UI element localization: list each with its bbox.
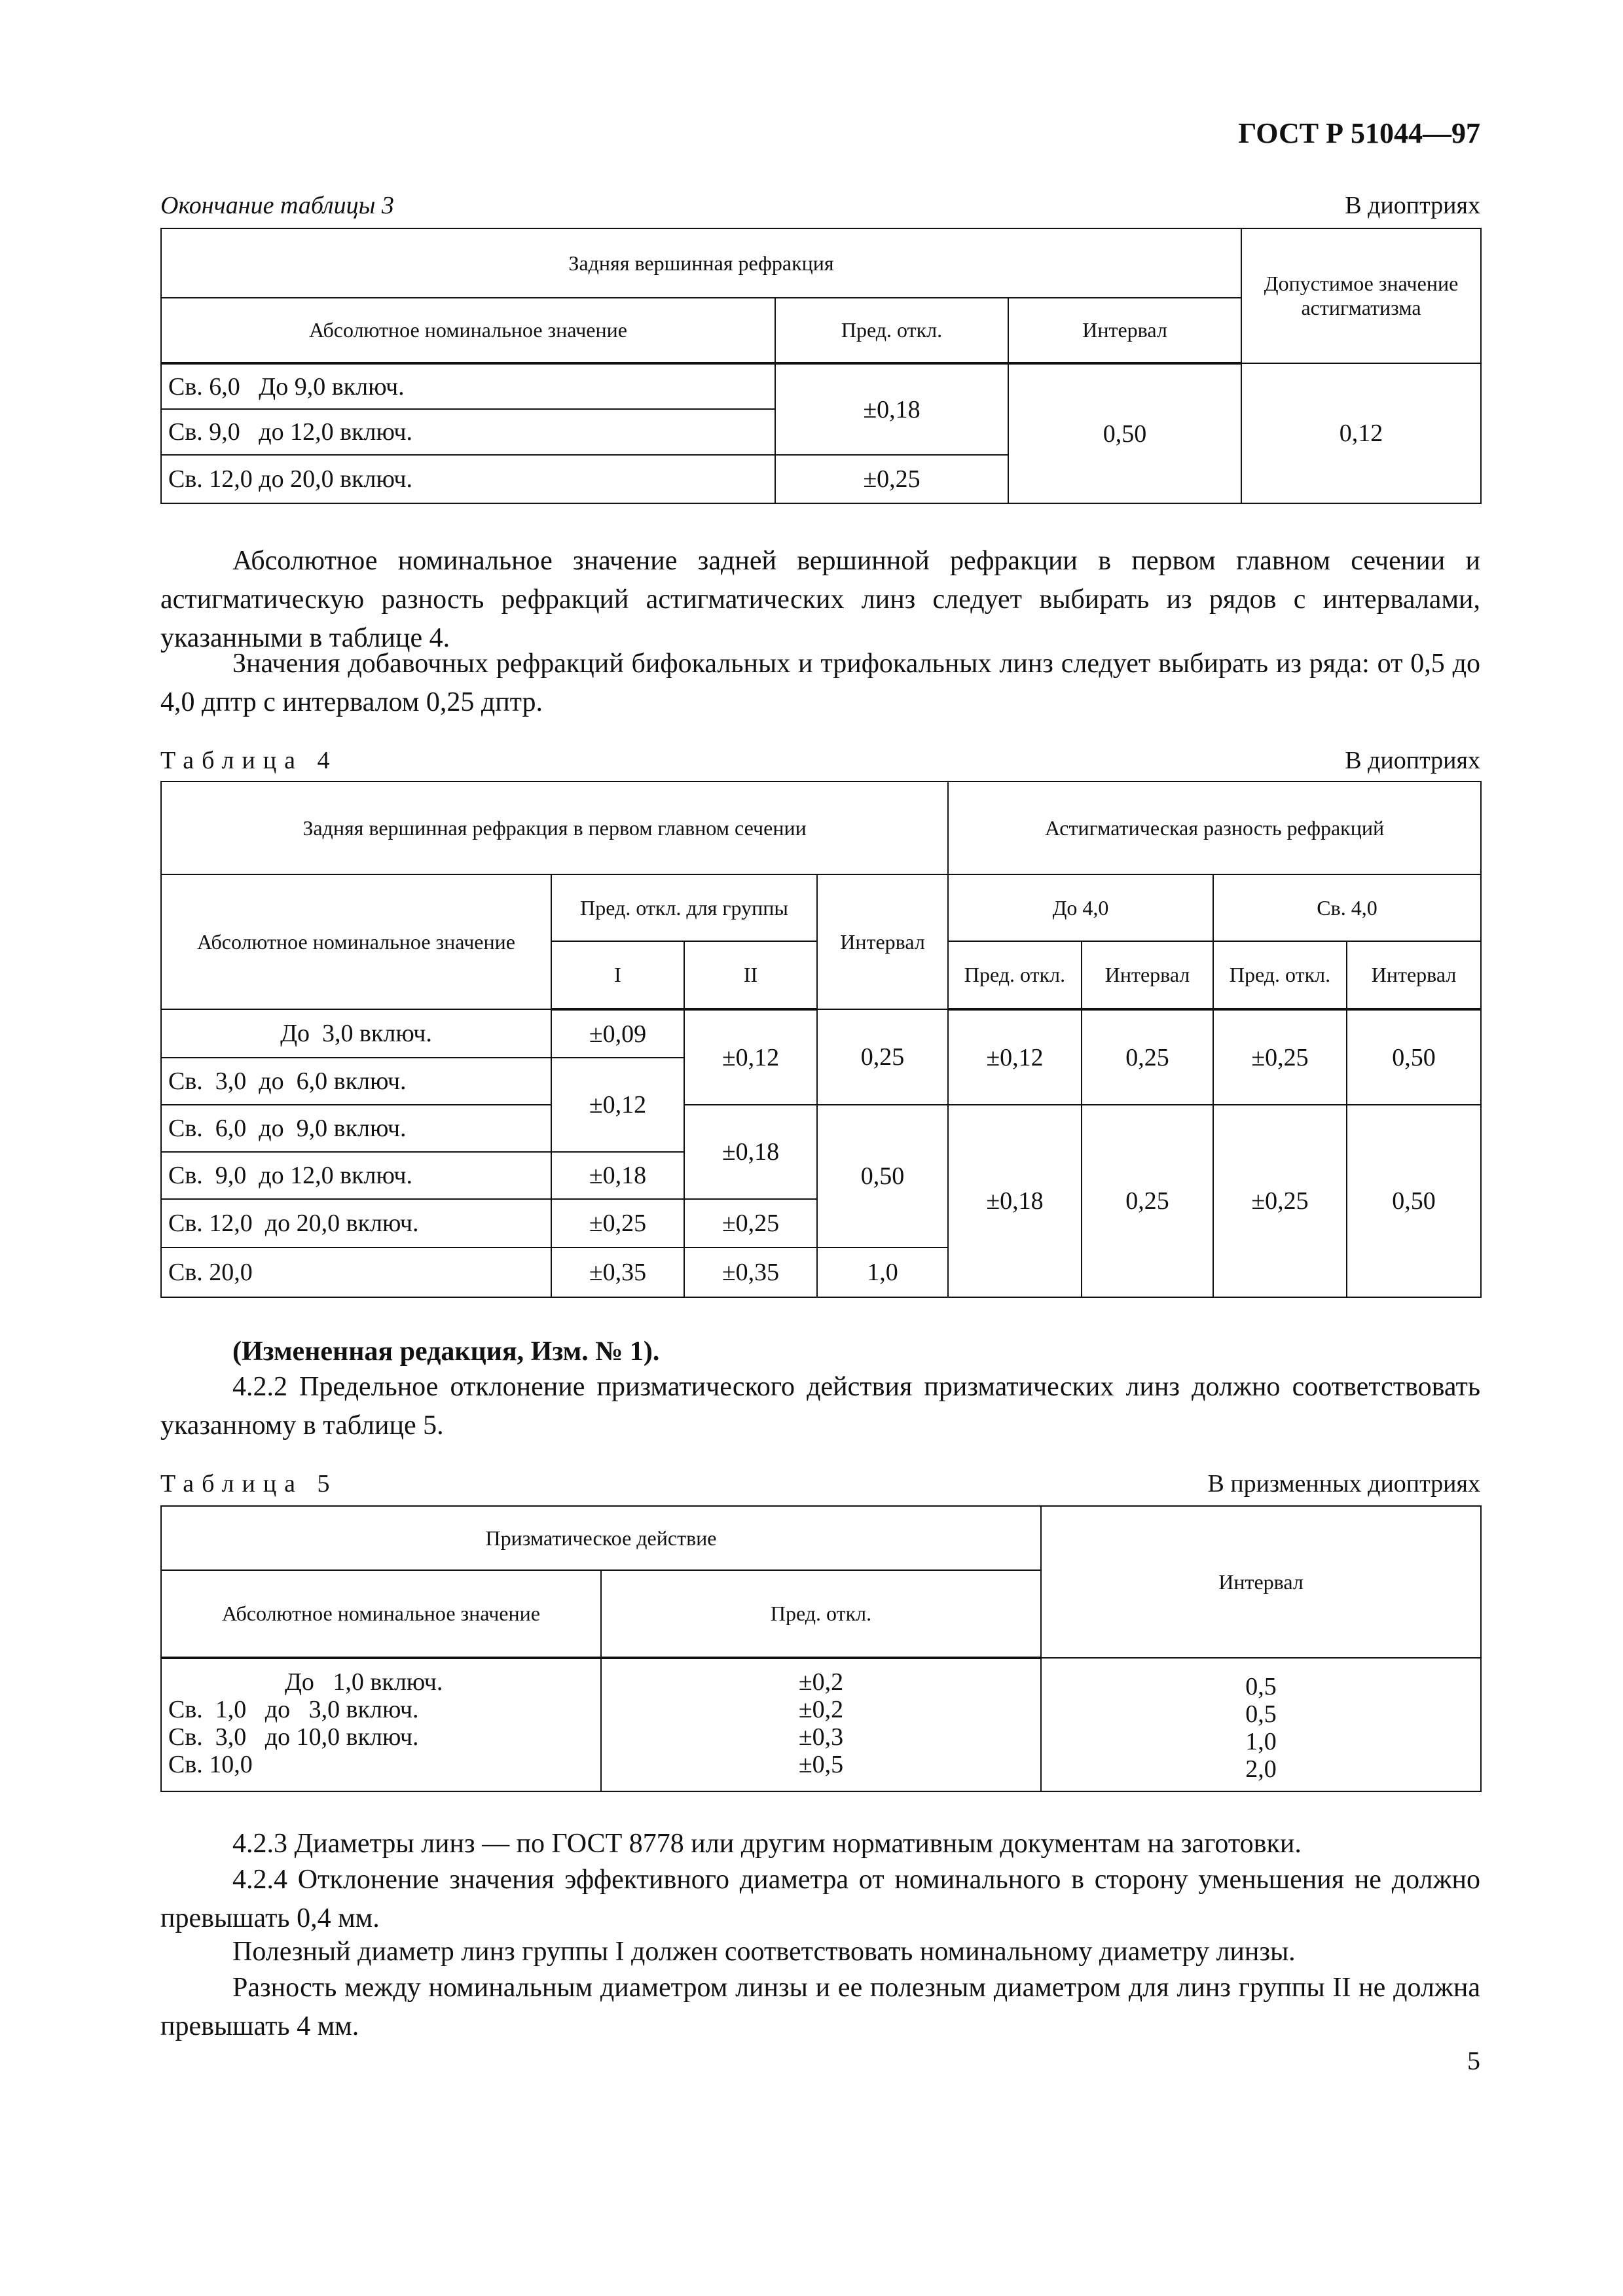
paragraph-4-2-4: 4.2.4 Отклонение значения эффективного диаметра от номинального в сторону уменьшения не должно превышать 0,4 мм. — [160, 1865, 1480, 1933]
t4-g1: ±0,09 — [551, 1009, 684, 1058]
t3-header-astig: Допустимое значение астигматизма — [1241, 228, 1481, 363]
t4-row-value: До 3,0 включ. — [161, 1009, 551, 1058]
table5-unit: В призменных диоптриях — [1207, 1470, 1480, 1498]
t4-header-interval-to4: Интервал — [1082, 941, 1213, 1009]
paragraph: Значения добавочных рефракций бифокальных и трифокальных линз следует выбирать из ряда: от 0,5 до 4,0 дптр с интервалом 0,25 дптр. — [160, 649, 1480, 717]
t4-header-group1: Задняя вершинная рефракция в первом главном сечении — [161, 781, 948, 874]
t5-values — [161, 1658, 601, 1791]
t5-interval: 2,0 — [1245, 1755, 1277, 1783]
t3-header-interval: Интервал — [1008, 298, 1241, 363]
t4-row-value: Св. 3,0 до 6,0 включ. — [161, 1058, 551, 1105]
t5-tols — [601, 1658, 1041, 1791]
t3-row-value: Св. 6,0 До 9,0 включ. — [161, 363, 775, 409]
t3-header-group: Задняя вершинная рефракция — [161, 228, 1241, 298]
table5 — [160, 1505, 1482, 1792]
amendment-note: (Измененная редакция, Изм. № 1). — [232, 1336, 660, 1367]
table4 — [160, 781, 1482, 1298]
t4-row-value: Св. 12,0 до 20,0 включ. — [161, 1199, 551, 1247]
t3-row-value: Св. 12,0 до 20,0 включ. — [161, 455, 775, 503]
t4-tol-over4: ±0,25 — [1213, 1105, 1347, 1297]
table3-caption: Окончание таблицы 3 — [160, 192, 394, 219]
t4-row-value: Св. 9,0 до 12,0 включ. — [161, 1152, 551, 1199]
t4-int-over4: 0,50 — [1347, 1105, 1481, 1297]
t3-row-value: Св. 9,0 до 12,0 включ. — [161, 409, 775, 455]
t4-tol-over4: ±0,25 — [1213, 1009, 1347, 1105]
t4-header-to4: До 4,0 — [948, 874, 1213, 941]
t3-astig: 0,12 — [1241, 363, 1481, 503]
t4-interval: 0,50 — [817, 1105, 948, 1247]
t5-header-abs: Абсолютное номинальное значение — [161, 1570, 601, 1658]
table4-caption: Таблица 4 — [160, 747, 338, 774]
t4-header-g1: I — [551, 941, 684, 1009]
t3-tol: ±0,18 — [775, 363, 1008, 455]
table3-unit: В диоптриях — [1345, 192, 1480, 219]
t4-int-to4: 0,25 — [1082, 1105, 1213, 1297]
t4-row-value: Св. 20,0 — [161, 1247, 551, 1297]
t4-g1: ±0,18 — [551, 1152, 684, 1199]
t4-g1: ±0,12 — [551, 1058, 684, 1152]
t4-header-g2: II — [684, 941, 817, 1009]
t5-value: Св. 1,0 до 3,0 включ. — [168, 1696, 419, 1723]
paragraph: Разность между номинальным диаметром линзы и ее полезным диаметром для линз группы II не должна превышать 4 мм. — [160, 1973, 1480, 2041]
paragraph: Абсолютное номинальное значение задней вершинной рефракции в первом главном сечении и астигматическую разность рефракций астигматических линз следует выбирать из рядов с интервалами, указанными в таблице 4. — [160, 546, 1480, 653]
t3-interval: 0,50 — [1008, 363, 1241, 503]
t4-header-interval-over4: Интервал — [1347, 941, 1481, 1009]
table3-end — [160, 228, 1482, 504]
t5-value: Св. 3,0 до 10,0 включ. — [168, 1723, 419, 1751]
t5-intervals — [1041, 1658, 1481, 1791]
t4-interval: 1,0 — [817, 1247, 948, 1297]
t4-tol-to4: ±0,18 — [948, 1105, 1082, 1297]
t4-int-over4: 0,50 — [1347, 1009, 1481, 1105]
t5-tol: ±0,3 — [798, 1723, 844, 1751]
t4-interval: 0,25 — [817, 1009, 948, 1105]
t5-value: До 1,0 включ. — [285, 1668, 443, 1696]
t4-int-to4: 0,25 — [1082, 1009, 1213, 1105]
paragraph: Полезный диаметр линз группы I должен соответствовать номинальному диаметру линзы. — [232, 1937, 1296, 1967]
t5-header-group: Призматическое действие — [161, 1506, 1041, 1570]
t4-header-group2: Астигматическая разность рефракций — [948, 781, 1481, 874]
t4-g1: ±0,35 — [551, 1247, 684, 1297]
t4-g2: ±0,18 — [684, 1105, 817, 1199]
t5-interval: 1,0 — [1245, 1728, 1277, 1755]
t5-interval: 0,5 — [1245, 1673, 1277, 1700]
t4-header-over4: Св. 4,0 — [1213, 874, 1481, 941]
paragraph-4-2-3: 4.2.3 Диаметры линз — по ГОСТ 8778 или другим нормативным документам на заготовки. — [232, 1829, 1302, 1859]
t4-g1: ±0,25 — [551, 1199, 684, 1247]
t3-header-tol: Пред. откл. — [775, 298, 1008, 363]
t4-header-tol-over4: Пред. откл. — [1213, 941, 1347, 1009]
t4-g2: ±0,25 — [684, 1199, 817, 1247]
page-number: 5 — [1467, 2046, 1480, 2075]
t5-header-tol: Пред. откл. — [601, 1570, 1041, 1658]
paragraph-4-2-2: 4.2.2 Предельное отклонение призматического действия призматических линз должно соответствовать указанному в таблице 5. — [160, 1372, 1480, 1441]
t4-tol-to4: ±0,12 — [948, 1009, 1082, 1105]
t3-header-abs: Абсолютное номинальное значение — [161, 298, 775, 363]
t4-header-tol-group: Пред. откл. для группы — [551, 874, 817, 941]
table4-unit: В диоптриях — [1345, 747, 1480, 774]
t4-g2: ±0,12 — [684, 1009, 817, 1105]
t4-header-interval: Интервал — [817, 874, 948, 1009]
t5-tol: ±0,5 — [798, 1751, 844, 1778]
t5-header-interval: Интервал — [1041, 1506, 1481, 1658]
t5-tol: ±0,2 — [798, 1668, 844, 1696]
t5-interval: 0,5 — [1245, 1700, 1277, 1728]
t4-row-value: Св. 6,0 до 9,0 включ. — [161, 1105, 551, 1152]
document-header: ГОСТ Р 51044—97 — [1238, 117, 1480, 149]
t4-header-abs: Абсолютное номинальное значение — [161, 874, 551, 1009]
t4-g2: ±0,35 — [684, 1247, 817, 1297]
t3-tol: ±0,25 — [775, 455, 1008, 503]
t4-header-tol-to4: Пред. откл. — [948, 941, 1082, 1009]
t5-tol: ±0,2 — [798, 1696, 844, 1723]
t5-value: Св. 10,0 — [168, 1751, 253, 1778]
table5-caption: Таблица 5 — [160, 1470, 338, 1498]
